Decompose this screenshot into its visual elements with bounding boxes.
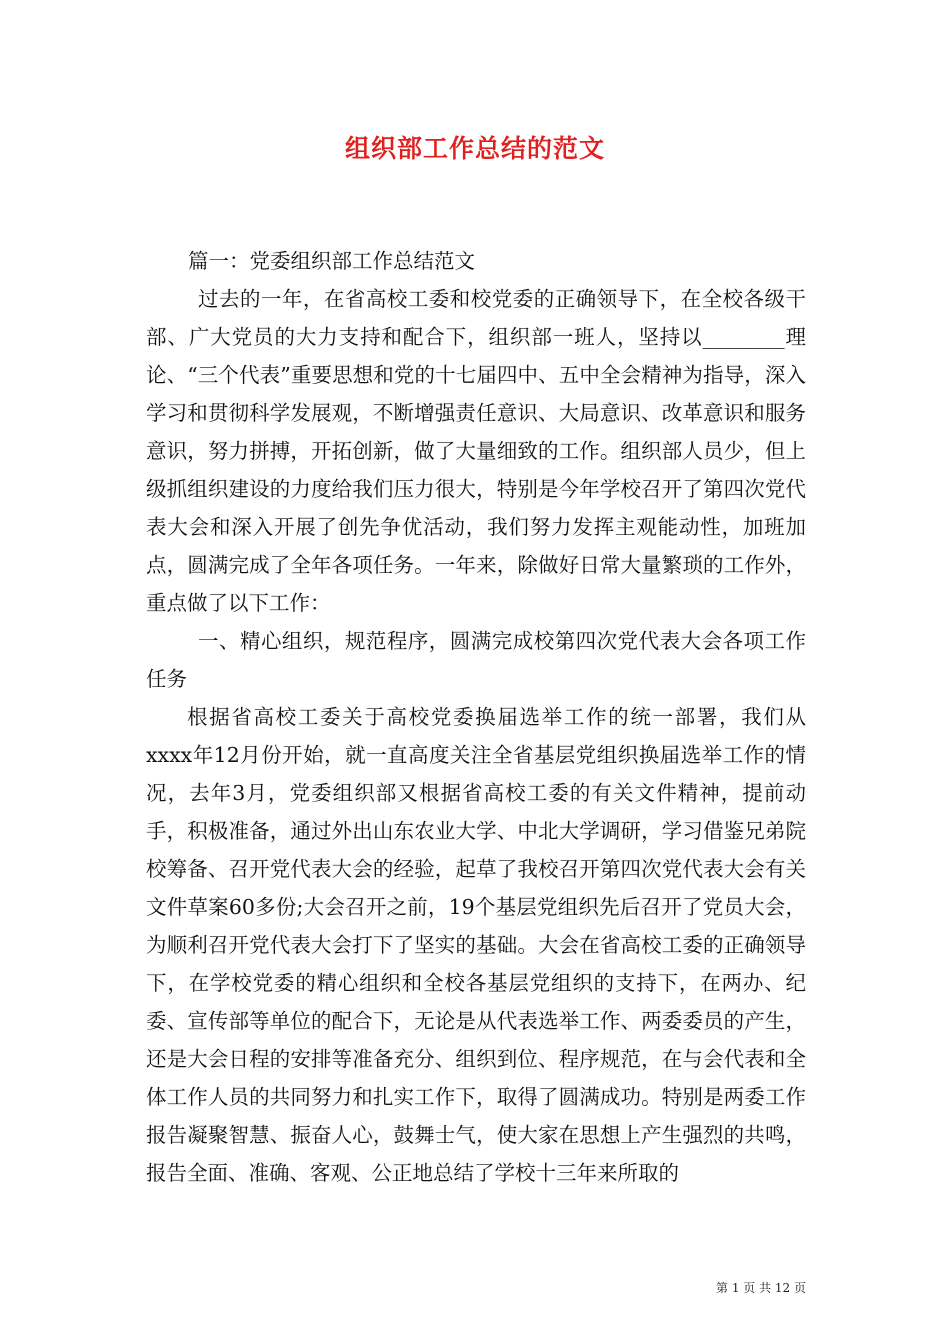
paragraph-intro: 过去的一年，在省高校工委和校党委的正确领导下，在全校各级干部、广大党员的大力支持和配合下，组织部一班人，坚持以________理论、“三个代表”重要思想和党的十七届四中、五中全会精神为指导，深入学习和贯彻科学发展观，不断增强责任意识、大局意识、改革意识和服务意识，努力拼搏，开拓创新，做了大量细致的工作。组织部人员少，但上级抓组织建设的力度给我们压力很大，特别是今年学校召开了第四次党代表大会和深入开展了创先争优活动，我们努力发挥主观能动性，加班加点，圆满完成了全年各项任务。一年来，除做好日常大量繁琐的工作外，重点做了以下工作： xyxy=(146,287,806,615)
section-heading: 篇一：党委组织部工作总结范文 xyxy=(188,249,475,273)
document-title: 组织部工作总结的范文 xyxy=(344,134,605,163)
page-number: 第 1 页 共 12 页 xyxy=(716,1281,806,1295)
subheading-one: 一、精心组织，规范程序，圆满完成校第四次党代表大会各项工作任务 xyxy=(146,629,806,691)
paragraph-congress: 根据省高校工委关于高校党委换届选举工作的统一部署，我们从xxxx年12月份开始，就一直高度关注全省基层党组织换届选举工作的情况，去年3月，党委组织部又根据省高校工委的有关文件精神，提前动手，积极准备，通过外出山东农业大学、中北大学调研，学习借鉴兄弟院校筹备、召开党代表大会的经验，起草了我校召开第四次党代表大会有关文件草案60多份;大会召开之前，19个基层党组织先后召开了党员大会，为顺利召开党代表大会打下了坚实的基础。大会在省高校工委的正确领导下，在学校党委的精心组织和全校各基层党组织的支持下，在两办、纪委、宣传部等单位的配合下，无论是从代表选举工作、两委委员的产生，还是大会日程的安排等准备充分、组织到位、程序规范，在与会代表和全体工作人员的共同努力和扎实工作下，取得了圆满成功。特别是两委工作报告凝聚智慧、振奋人心，鼓舞士气，使大家在思想上产生强烈的共鸣，报告全面、准确、客观、公正地总结了学校十三年来所取的 xyxy=(146,705,806,1185)
document-body xyxy=(146,242,806,1192)
